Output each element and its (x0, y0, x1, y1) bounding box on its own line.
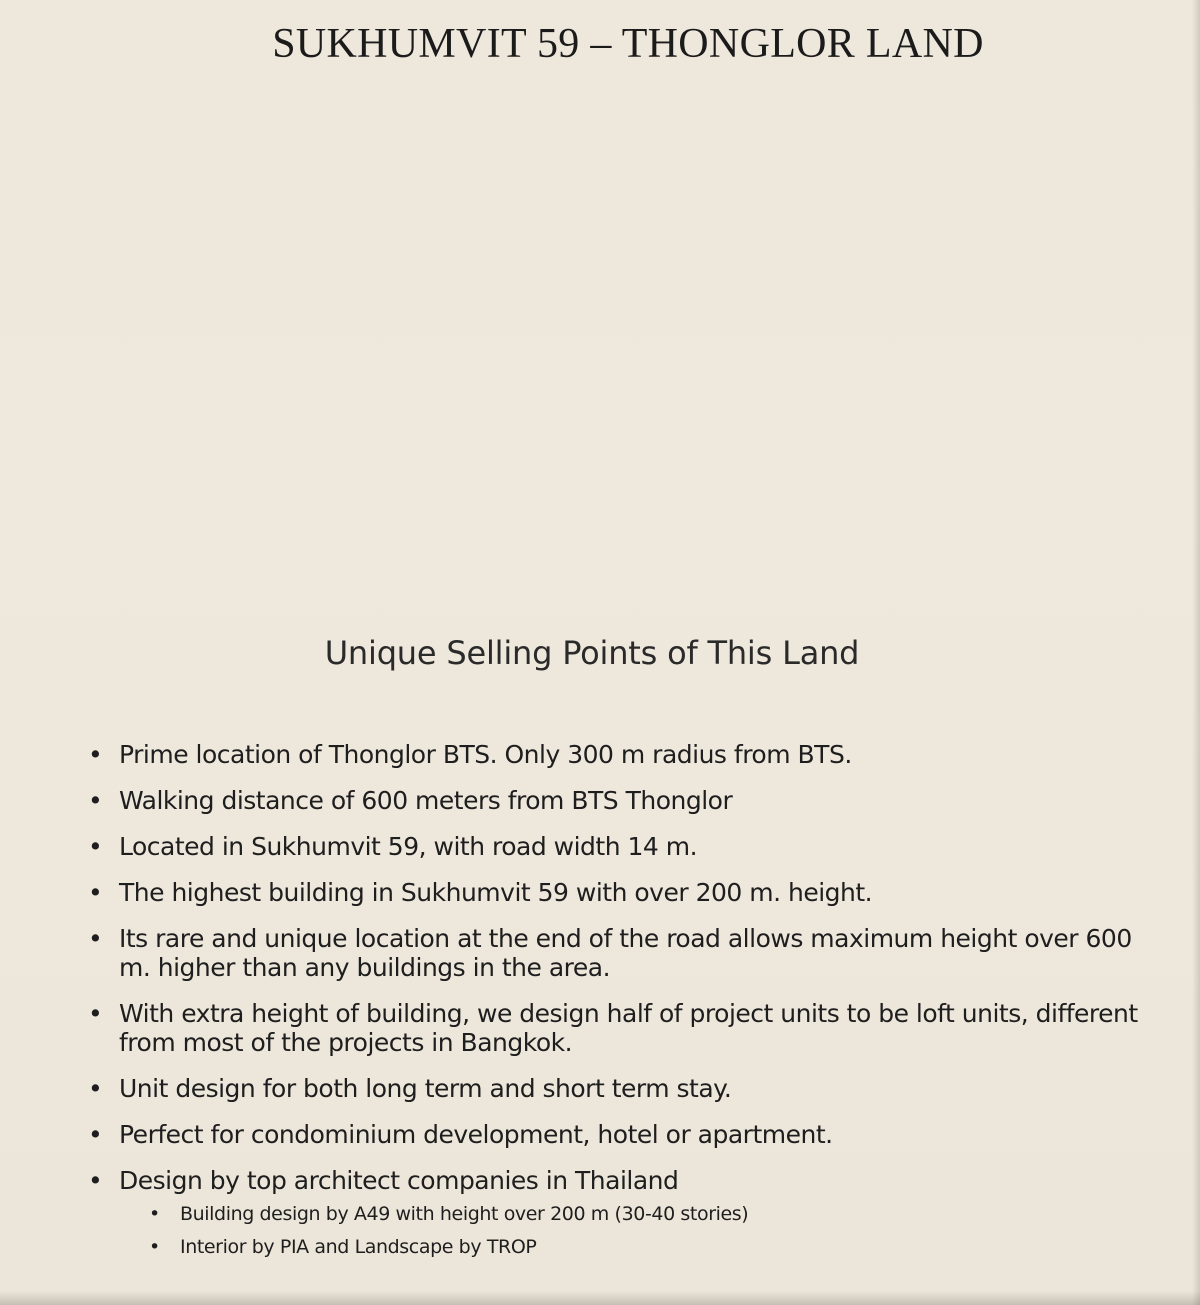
sub-list-item: • Building design by A49 with height over 200 m (30-40 stories) (149, 1203, 1148, 1226)
list-item: • Walking distance of 600 meters from BTS Thonglor (88, 786, 1148, 815)
page-bottom-shadow (0, 1291, 1200, 1305)
page-title: SUKHUMVIT 59 – THONGLOR LAND (272, 21, 984, 67)
list-item: • Prime location of Thonglor BTS. Only 300 m radius from BTS. (88, 740, 1148, 769)
sub-list-item: • Interior by PIA and Landscape by TROP (149, 1236, 1148, 1259)
selling-points-list (88, 740, 1148, 1276)
page-edge-shadow (1192, 0, 1200, 1305)
architects-sub-list (119, 1203, 1148, 1259)
section-subtitle: Unique Selling Points of This Land (324, 634, 860, 672)
list-item: • Located in Sukhumvit 59, with road width 14 m. (88, 832, 1148, 861)
list-item-architects (88, 1166, 1148, 1259)
list-item: • Perfect for condominium development, hotel or apartment. (88, 1120, 1148, 1149)
list-item-label: Design by top architect companies in Thailand (119, 1166, 679, 1195)
list-item: • Unit design for both long term and short term stay. (88, 1074, 1148, 1103)
list-item: • With extra height of building, we design half of project units to be loft units, different from most of the projects in Bangkok. (88, 999, 1148, 1057)
list-item: • Its rare and unique location at the end of the road allows maximum height over 600 m. higher than any buildings in the area. (88, 924, 1148, 982)
list-item: • The highest building in Sukhumvit 59 with over 200 m. height. (88, 878, 1148, 907)
